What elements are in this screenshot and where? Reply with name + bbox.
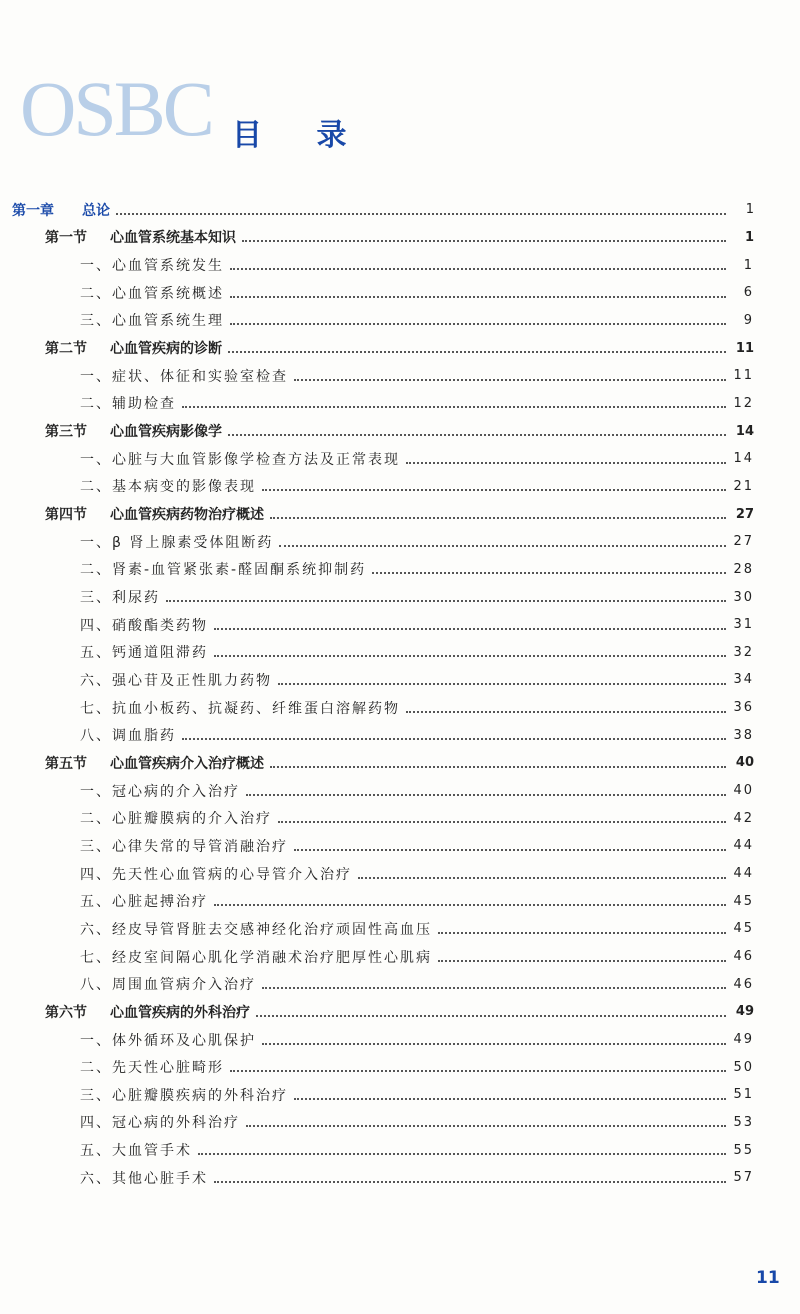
dot-leader bbox=[406, 462, 726, 464]
toc-entry-title: 四、先天性心血管病的心导管介入治疗 bbox=[80, 866, 352, 883]
dot-leader bbox=[358, 877, 726, 879]
dot-leader bbox=[198, 1153, 726, 1155]
toc-entry-label bbox=[80, 1140, 194, 1160]
dot-leader bbox=[214, 1181, 726, 1183]
toc-section[interactable] bbox=[0, 417, 800, 445]
toc-item[interactable] bbox=[0, 943, 800, 971]
toc-entry-label bbox=[45, 1002, 252, 1022]
dot-leader bbox=[372, 572, 726, 574]
toc-entry-page: 27 bbox=[735, 506, 754, 522]
dot-leader bbox=[230, 268, 726, 270]
toc-entry-page: 45 bbox=[733, 921, 754, 937]
toc-entry-page: 31 bbox=[733, 617, 754, 633]
toc-entry-page: 46 bbox=[733, 949, 754, 965]
toc-entry-label bbox=[80, 255, 226, 275]
toc-entry-page: 40 bbox=[735, 755, 754, 771]
toc-entry-label bbox=[80, 1085, 290, 1105]
dot-leader bbox=[278, 683, 726, 685]
toc-entry-title: 心血管疾病的外科治疗 bbox=[110, 1004, 250, 1021]
logo: OSBC bbox=[20, 65, 212, 152]
toc-entry-label bbox=[80, 725, 178, 745]
dot-leader bbox=[262, 489, 726, 491]
toc-entry-page: 55 bbox=[733, 1142, 754, 1158]
toc-entry-label bbox=[80, 642, 210, 662]
toc-entry-title: 四、冠心病的外科治疗 bbox=[80, 1115, 240, 1132]
toc-item[interactable] bbox=[0, 390, 800, 418]
dot-leader bbox=[438, 932, 726, 934]
toc-entry-title: 五、心脏起搏治疗 bbox=[80, 894, 208, 911]
dot-leader bbox=[438, 960, 726, 962]
toc-entry-title: 一、心血管系统发生 bbox=[80, 258, 224, 275]
toc-item[interactable] bbox=[0, 307, 800, 335]
dot-leader bbox=[230, 1070, 726, 1072]
toc-entry-label bbox=[80, 864, 354, 884]
toc-entry-title: 五、钙通道阻滞药 bbox=[80, 645, 208, 662]
dot-leader bbox=[246, 1125, 726, 1127]
toc-entry-title: 心血管疾病影像学 bbox=[110, 424, 222, 441]
toc-entry-page: 30 bbox=[733, 589, 754, 605]
toc-entry-number: 第四节 bbox=[45, 507, 87, 524]
toc-item[interactable] bbox=[0, 1109, 800, 1137]
toc-item[interactable] bbox=[0, 279, 800, 307]
toc-entry-label bbox=[45, 504, 266, 524]
toc-entry-label bbox=[80, 698, 402, 718]
toc-entry-page: 11 bbox=[735, 340, 754, 356]
toc-entry-page: 44 bbox=[733, 838, 754, 854]
toc-entry-title: 二、心血管系统概述 bbox=[80, 285, 224, 302]
toc-item[interactable] bbox=[0, 473, 800, 501]
toc-entry-page: 1 bbox=[744, 229, 754, 245]
toc-item[interactable] bbox=[0, 445, 800, 473]
dot-leader bbox=[246, 794, 726, 796]
toc-entry-label bbox=[80, 1030, 258, 1050]
toc-item[interactable] bbox=[0, 1136, 800, 1164]
toc-entry-page: 36 bbox=[733, 700, 754, 716]
dot-leader bbox=[214, 904, 726, 906]
dot-leader bbox=[256, 1015, 726, 1017]
toc-entry-label bbox=[45, 421, 224, 441]
toc-item[interactable] bbox=[0, 777, 800, 805]
toc-entry-page: 14 bbox=[733, 451, 754, 467]
toc-entry-page: 53 bbox=[733, 1114, 754, 1130]
toc-entry-page: 57 bbox=[733, 1170, 754, 1186]
dot-leader bbox=[294, 849, 726, 851]
dot-leader bbox=[270, 517, 726, 519]
toc-entry-label bbox=[12, 200, 112, 220]
toc-entry-page: 40 bbox=[733, 783, 754, 799]
toc-item[interactable] bbox=[0, 721, 800, 749]
toc-entry-title: 四、硝酸酯类药物 bbox=[80, 617, 208, 634]
dot-leader bbox=[270, 766, 726, 768]
dot-leader bbox=[262, 1043, 726, 1045]
dot-leader bbox=[230, 323, 726, 325]
toc-entry-label bbox=[80, 1168, 210, 1188]
toc-entry-title: 八、调血脂药 bbox=[80, 728, 176, 745]
toc-entry-title: 一、β 肾上腺素受体阻断药 bbox=[80, 534, 274, 551]
toc-entry-label bbox=[80, 919, 434, 939]
toc-entry-title: 二、心脏瓣膜病的介入治疗 bbox=[80, 811, 272, 828]
toc-entry-number: 第六节 bbox=[45, 1004, 87, 1021]
toc-entry-title: 三、心脏瓣膜疾病的外科治疗 bbox=[80, 1087, 288, 1104]
toc-entry-number: 第一章 bbox=[12, 202, 54, 219]
toc-entry-title: 六、经皮导管肾脏去交感神经化治疗顽固性高血压 bbox=[80, 921, 432, 938]
toc-entry-page: 14 bbox=[735, 423, 754, 439]
toc-entry-title: 二、先天性心脏畸形 bbox=[80, 1060, 224, 1077]
toc-entry-label bbox=[80, 449, 402, 469]
toc-entry-label bbox=[80, 476, 258, 496]
toc-entry-title: 心血管疾病的诊断 bbox=[110, 341, 222, 358]
toc-entry-page: 42 bbox=[733, 810, 754, 826]
toc-entry-title: 心血管疾病介入治疗概述 bbox=[110, 755, 264, 772]
toc-item[interactable] bbox=[0, 556, 800, 584]
toc-entry-page: 11 bbox=[733, 368, 754, 384]
dot-leader bbox=[262, 987, 726, 989]
toc-item[interactable] bbox=[0, 666, 800, 694]
toc-entry-title: 一、冠心病的介入治疗 bbox=[80, 783, 240, 800]
toc-entry-page: 49 bbox=[735, 1004, 754, 1020]
toc-entry-number: 第一节 bbox=[45, 230, 87, 247]
toc-entry-label bbox=[80, 891, 210, 911]
toc-entry-label bbox=[80, 366, 290, 386]
toc-section[interactable] bbox=[0, 224, 800, 252]
toc-entry-label bbox=[80, 974, 258, 994]
toc-item[interactable] bbox=[0, 528, 800, 556]
page-number: 11 bbox=[756, 1268, 780, 1288]
toc-item[interactable] bbox=[0, 915, 800, 943]
toc-entry-page: 46 bbox=[733, 976, 754, 992]
toc-entry-label bbox=[80, 836, 290, 856]
toc-entry-label bbox=[80, 393, 178, 413]
toc-entry-title: 二、肾素-血管紧张素-醛固酮系统抑制药 bbox=[80, 562, 367, 579]
dot-leader bbox=[228, 434, 726, 436]
page-title: 目 录 bbox=[232, 118, 369, 153]
toc-entry-title: 一、体外循环及心肌保护 bbox=[80, 1032, 256, 1049]
toc-entry-label bbox=[80, 781, 242, 801]
toc-entry-label bbox=[80, 283, 226, 303]
toc-entry-page: 49 bbox=[733, 1032, 754, 1048]
toc-entry-page: 9 bbox=[743, 312, 754, 328]
toc-entry-title: 二、辅助检查 bbox=[80, 396, 176, 413]
toc-item[interactable] bbox=[0, 1053, 800, 1081]
toc-entry-label bbox=[80, 310, 226, 330]
toc-entry-page: 50 bbox=[733, 1059, 754, 1075]
toc-entry-label bbox=[80, 559, 368, 579]
toc-entry-page: 45 bbox=[733, 893, 754, 909]
toc-section[interactable] bbox=[0, 998, 800, 1026]
dot-leader bbox=[214, 655, 726, 657]
toc-entry-label bbox=[80, 532, 275, 552]
toc-item[interactable] bbox=[0, 639, 800, 667]
toc-entry-title: 六、其他心脏手术 bbox=[80, 1170, 208, 1187]
toc-entry-title: 总论 bbox=[82, 202, 110, 219]
dot-leader bbox=[242, 240, 726, 242]
dot-leader bbox=[182, 406, 726, 408]
dot-leader bbox=[116, 213, 726, 215]
toc-item[interactable] bbox=[0, 1164, 800, 1192]
dot-leader bbox=[278, 821, 726, 823]
dot-leader bbox=[294, 379, 726, 381]
toc-entry-title: 一、症状、体征和实验室检查 bbox=[80, 368, 288, 385]
toc-entry-title: 六、强心苷及正性肌力药物 bbox=[80, 672, 272, 689]
toc-item[interactable] bbox=[0, 970, 800, 998]
toc-entry-title: 一、心脏与大血管影像学检查方法及正常表现 bbox=[80, 451, 400, 468]
toc-item[interactable] bbox=[0, 583, 800, 611]
dot-leader bbox=[294, 1098, 726, 1100]
dot-leader bbox=[228, 351, 726, 353]
toc-entry-title: 七、抗血小板药、抗凝药、纤维蛋白溶解药物 bbox=[80, 700, 400, 717]
toc-entry-label bbox=[80, 1112, 242, 1132]
toc-item[interactable] bbox=[0, 860, 800, 888]
toc-item[interactable] bbox=[0, 694, 800, 722]
dot-leader bbox=[230, 296, 726, 298]
toc-entry-title: 五、大血管手术 bbox=[80, 1143, 192, 1160]
toc-entry-title: 三、心律失常的导管消融治疗 bbox=[80, 838, 288, 855]
toc-entry-label bbox=[80, 587, 162, 607]
toc-item[interactable] bbox=[0, 1026, 800, 1054]
toc-entry-label bbox=[45, 227, 238, 247]
dot-leader bbox=[214, 628, 726, 630]
toc-item[interactable] bbox=[0, 1081, 800, 1109]
toc-section[interactable] bbox=[0, 749, 800, 777]
toc-item[interactable] bbox=[0, 251, 800, 279]
toc-section[interactable] bbox=[0, 500, 800, 528]
toc-entry-page: 32 bbox=[733, 644, 754, 660]
toc-item[interactable] bbox=[0, 887, 800, 915]
table-of-contents bbox=[0, 196, 800, 1192]
toc-entry-title: 八、周围血管病介入治疗 bbox=[80, 977, 256, 994]
toc-entry-page: 28 bbox=[733, 561, 754, 577]
dot-leader bbox=[166, 600, 726, 602]
toc-entry-page: 1 bbox=[745, 202, 754, 218]
toc-entry-label bbox=[80, 670, 274, 690]
dot-leader bbox=[182, 738, 726, 740]
toc-entry-page: 1 bbox=[743, 257, 754, 273]
toc-entry-title: 三、心血管系统生理 bbox=[80, 313, 224, 330]
toc-entry-title: 七、经皮室间隔心肌化学消融术治疗肥厚性心肌病 bbox=[80, 949, 432, 966]
toc-entry-label bbox=[80, 1057, 226, 1077]
toc-section[interactable] bbox=[0, 334, 800, 362]
toc-entry-title: 二、基本病变的影像表现 bbox=[80, 479, 256, 496]
toc-entry-page: 6 bbox=[743, 285, 754, 301]
dot-leader bbox=[279, 545, 726, 547]
toc-entry-label bbox=[80, 615, 210, 635]
toc-item[interactable] bbox=[0, 832, 800, 860]
toc-entry-label bbox=[80, 947, 434, 967]
toc-entry-page: 34 bbox=[733, 672, 754, 688]
toc-item[interactable] bbox=[0, 804, 800, 832]
toc-entry-page: 38 bbox=[733, 727, 754, 743]
toc-entry-number: 第三节 bbox=[45, 424, 87, 441]
toc-entry-label bbox=[80, 808, 274, 828]
toc-entry-label bbox=[45, 338, 224, 358]
toc-chapter[interactable] bbox=[0, 196, 800, 224]
toc-entry-page: 21 bbox=[733, 478, 754, 494]
toc-entry-page: 44 bbox=[733, 866, 754, 882]
toc-entry-title: 心血管系统基本知识 bbox=[110, 230, 236, 247]
toc-entry-page: 27 bbox=[733, 534, 754, 550]
dot-leader bbox=[406, 711, 726, 713]
toc-entry-number: 第二节 bbox=[45, 341, 87, 358]
toc-entry-label bbox=[45, 753, 266, 773]
toc-entry-title: 心血管疾病药物治疗概述 bbox=[110, 507, 264, 524]
toc-item[interactable] bbox=[0, 611, 800, 639]
toc-entry-page: 12 bbox=[733, 395, 754, 411]
toc-item[interactable] bbox=[0, 362, 800, 390]
toc-entry-page: 51 bbox=[733, 1087, 754, 1103]
toc-entry-number: 第五节 bbox=[45, 755, 87, 772]
toc-entry-title: 三、利尿药 bbox=[80, 590, 160, 607]
